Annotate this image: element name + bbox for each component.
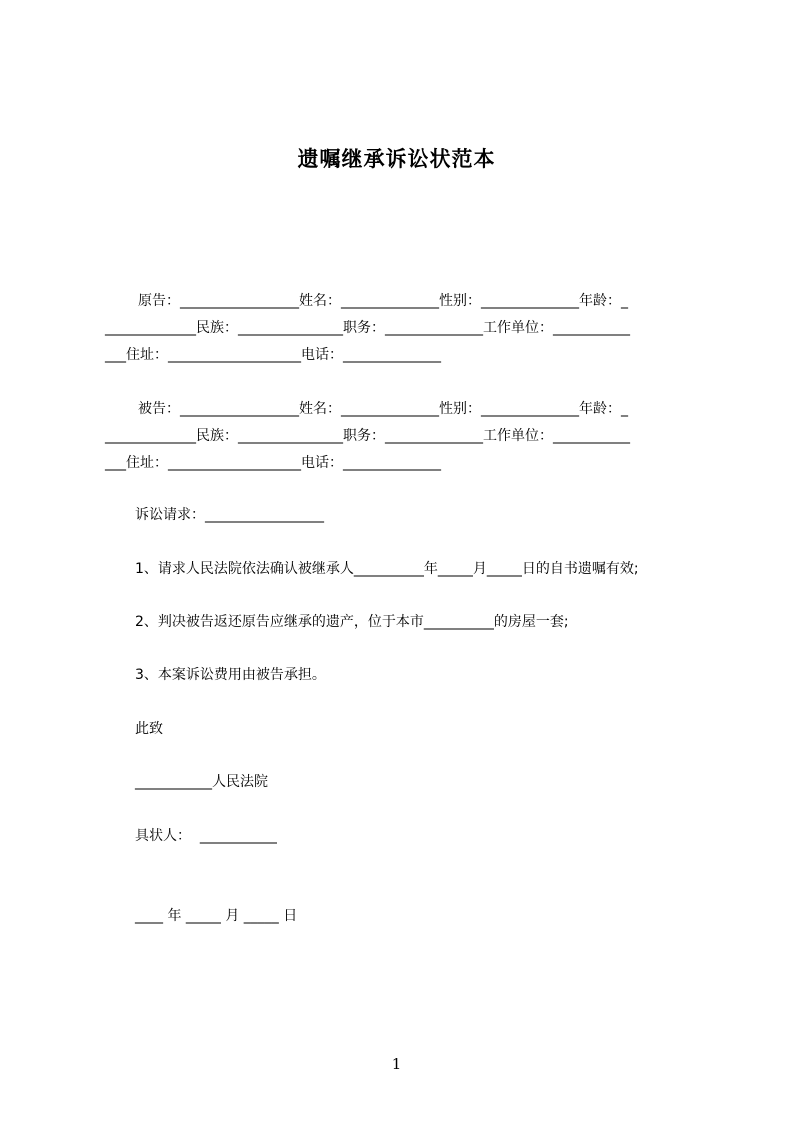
court-line: ___________人民法院: [135, 774, 268, 790]
claim-item-3: 3、本案诉讼费用由被告承担。: [135, 667, 326, 683]
claim-item-1: 1、请求人民法院依法确认被继承人__________年_____月_____日的自书遗嘱有效;: [135, 561, 639, 577]
plaintiff-line-3: ___住址：___________________电话：______________: [105, 347, 441, 363]
defendant-line-2: _____________民族：_______________职务：______________工作单位：___________: [105, 428, 630, 444]
defendant-line-1: 被告：_________________姓名：______________性别：______________年龄：_: [138, 401, 628, 417]
claims-heading: 诉讼请求：_________________: [135, 507, 324, 523]
signer-line: 具状人： ___________: [135, 828, 277, 844]
plaintiff-line-2: _____________民族：_______________职务：______________工作单位：___________: [105, 320, 630, 336]
plaintiff-line-1: 原告：_________________姓名：______________性别：______________年龄：_: [138, 293, 628, 309]
page-number: 1: [391, 1055, 402, 1073]
claim-item-2: 2、判决被告返还原告应继承的遗产，位于本市__________的房屋一套;: [135, 614, 569, 630]
page-title: 遗嘱继承诉讼状范本: [297, 147, 496, 171]
date-line: ____ 年 _____ 月 _____ 日: [135, 908, 298, 924]
salutation: 此致: [135, 721, 163, 737]
defendant-line-3: ___住址：___________________电话：______________: [105, 455, 441, 471]
